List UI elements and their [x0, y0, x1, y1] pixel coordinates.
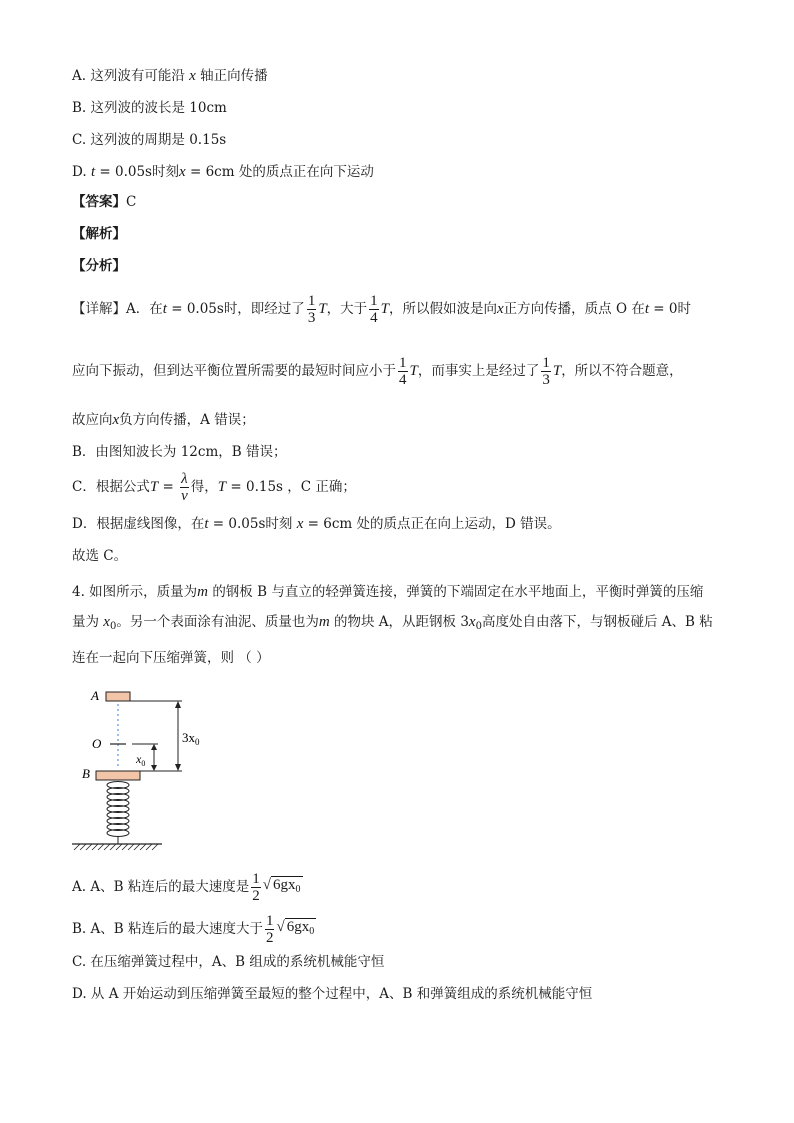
label-x0: $x_0$	[136, 752, 146, 768]
option-c: C. 这列波的周期是 0.15s	[72, 132, 227, 148]
answer-line: 【答案】C	[72, 194, 137, 210]
option-a: A. 这列波有可能沿 x 轴正向传播	[72, 68, 268, 84]
q4-option-d: D. 从 A 开始运动到压缩弹簧至最短的整个过程中，A、B 和弹簧组成的系统机械能守恒	[72, 986, 593, 1002]
detail-line-5: C．根据公式T = $\frac{\lambda}{v}$ 得，T = 0.15s ，C 正确；	[72, 471, 356, 504]
fenxi-heading: 【分析】	[72, 258, 126, 274]
detail-line-2: 应向下振动，但到达平衡位置所需要的最短时间应小于 $\frac{1}{4}$ T，而事实上是经过了 $\frac{1}{3}$ T，所以不符合题意，	[72, 355, 683, 388]
detail-line-3: 故应向x负方向传播，A 错误；	[72, 412, 255, 428]
detail-line-6: D．根据虚线图像，在t = 0.05s时刻 x = 6cm 处的质点正在向上运动，D 错误。	[72, 516, 561, 532]
q4-option-a: A. A、B 粘连后的最大速度是 $\frac{1}{2}$ √ $6gx_0$	[72, 871, 301, 904]
q4-option-b: B. A、B 粘连后的最大速度大于 $\frac{1}{2}$ √ $6gx_0$	[72, 913, 315, 946]
plate-b	[96, 771, 140, 780]
option-b: B. 这列波的波长是 10cm	[72, 100, 227, 116]
detail-line-7: 故选 C。	[72, 548, 128, 564]
detail-line-4: B．由图知波长为 12cm，B 错误；	[72, 444, 287, 460]
q4-line-2: 量为 $x_0$。另一个表面涂有油泥、质量也为m 的物块 A，从距钢板 $3x_0$高度处自由落下，与钢板碰后 A、B 粘	[72, 614, 713, 632]
q4-line-1: 4. 如图所示，质量为m 的钢板 B 与直立的轻弹簧连接，弹簧的下端固定在水平地面上，平衡时弹簧的压缩	[72, 584, 704, 600]
detail-line-1: 【详解】A．在t = 0.05s时，即经过了 $\frac{1}{3}$ T，大于 $\frac{1}{4}$ T，所以假如波是向x正方向传播，质点 O 在t = 0时	[72, 293, 691, 326]
analysis-heading: 【解析】	[72, 226, 126, 242]
spring-diagram	[70, 684, 220, 854]
block-a	[106, 692, 130, 701]
option-d: D. t = 0.05s时刻x = 6cm 处的质点正在向下运动	[72, 164, 374, 180]
spring	[107, 782, 129, 845]
q4-option-c: C. 在压缩弹簧过程中，A、B 组成的系统机械能守恒	[72, 954, 385, 970]
label-b: B	[82, 766, 90, 781]
label-a: A	[91, 688, 99, 703]
label-3x0: $3x_0$	[182, 730, 200, 747]
q4-line-3: 连在一起向下压缩弹簧，则 （ ）	[72, 650, 270, 666]
label-o: O	[92, 736, 102, 751]
ground-hatching	[74, 844, 158, 850]
